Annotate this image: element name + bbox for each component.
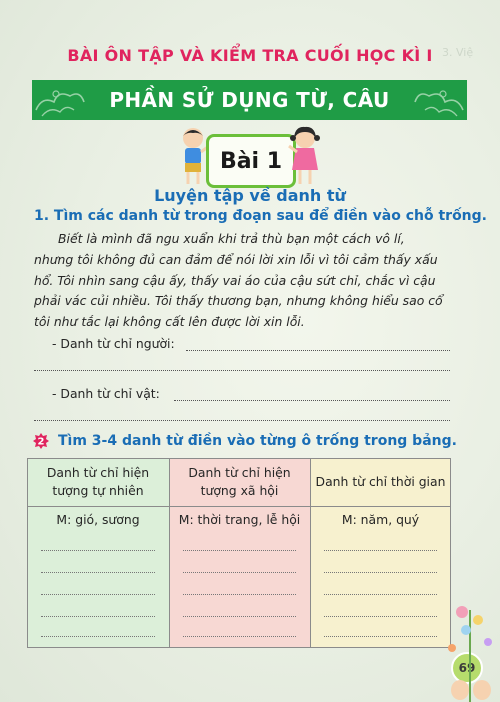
cloud-ornament-icon: [32, 80, 98, 120]
exercise-2-header: [32, 432, 457, 450]
answer-line-objects[interactable]: [174, 400, 450, 401]
page-title: BÀI ÔN TẬP VÀ KIỂM TRA CUỐI HỌC KÌ I: [67, 46, 433, 65]
answer-line-people-2[interactable]: [34, 370, 450, 371]
page-number: 69: [451, 652, 483, 684]
table-column-header: Danh từ chỉ thời gian: [315, 474, 446, 489]
cloud-ornament-icon: [401, 80, 467, 120]
table-column-header: Danh từ chỉ hiện tượng xã hội: [188, 465, 291, 498]
answer-label-objects: - Danh từ chỉ vật:: [52, 386, 160, 401]
answer-line-objects-2[interactable]: [34, 420, 450, 421]
exercise-2-prompt: Tìm 3-4 danh từ điền vào từng ô trống trong bảng.: [58, 433, 457, 449]
lesson-header: [174, 126, 324, 192]
girl-kid-icon: [288, 126, 322, 186]
noun-table: [27, 458, 451, 648]
show-through-text: 3. Việ: [442, 46, 474, 59]
exercise-1-prompt: 1. Tìm các danh từ trong đoạn sau để điền vào chỗ trống.: [34, 208, 487, 224]
banner-title: PHẦN SỬ DỤNG TỪ, CÂU: [109, 88, 390, 112]
lesson-subtitle: Luyện tập về danh từ: [154, 186, 346, 205]
section-banner: [32, 80, 467, 120]
table-example: M: thời trang, lễ hội: [178, 512, 301, 527]
table-border: [27, 458, 451, 648]
lesson-badge: [206, 134, 296, 188]
exercise-number-icon: [32, 432, 50, 450]
answer-label-people: - Danh từ chỉ người:: [52, 336, 175, 351]
exercise-1-passage: Biết là mình đã ngu xuẩn khi trả thù bạn một cách vô lí, nhưng tôi không đủ can đảm để nói lời xin lỗi vì tôi cảm thấy xấu hổ. Tôi nhìn sang cậu ấy, thấy vai áo của cậu sứt chỉ, chắc vì cậu phải vác củi nhiều. Tôi thấy thương bạn, nhưng không hiểu sao cổ tôi như tắc lại không cất lên được lời xin lỗi.: [34, 231, 443, 330]
table-column-header: Danh từ chỉ hiện tượng tự nhiên: [46, 465, 150, 498]
svg-text:2: 2: [37, 436, 45, 448]
boy-kid-icon: [176, 126, 210, 186]
table-example: M: năm, quý: [341, 512, 420, 527]
answer-line-people[interactable]: [186, 350, 450, 351]
table-example: M: gió, sương: [56, 512, 140, 527]
lesson-label: Bài 1: [219, 148, 283, 174]
flower-decoration-icon: [440, 590, 500, 702]
